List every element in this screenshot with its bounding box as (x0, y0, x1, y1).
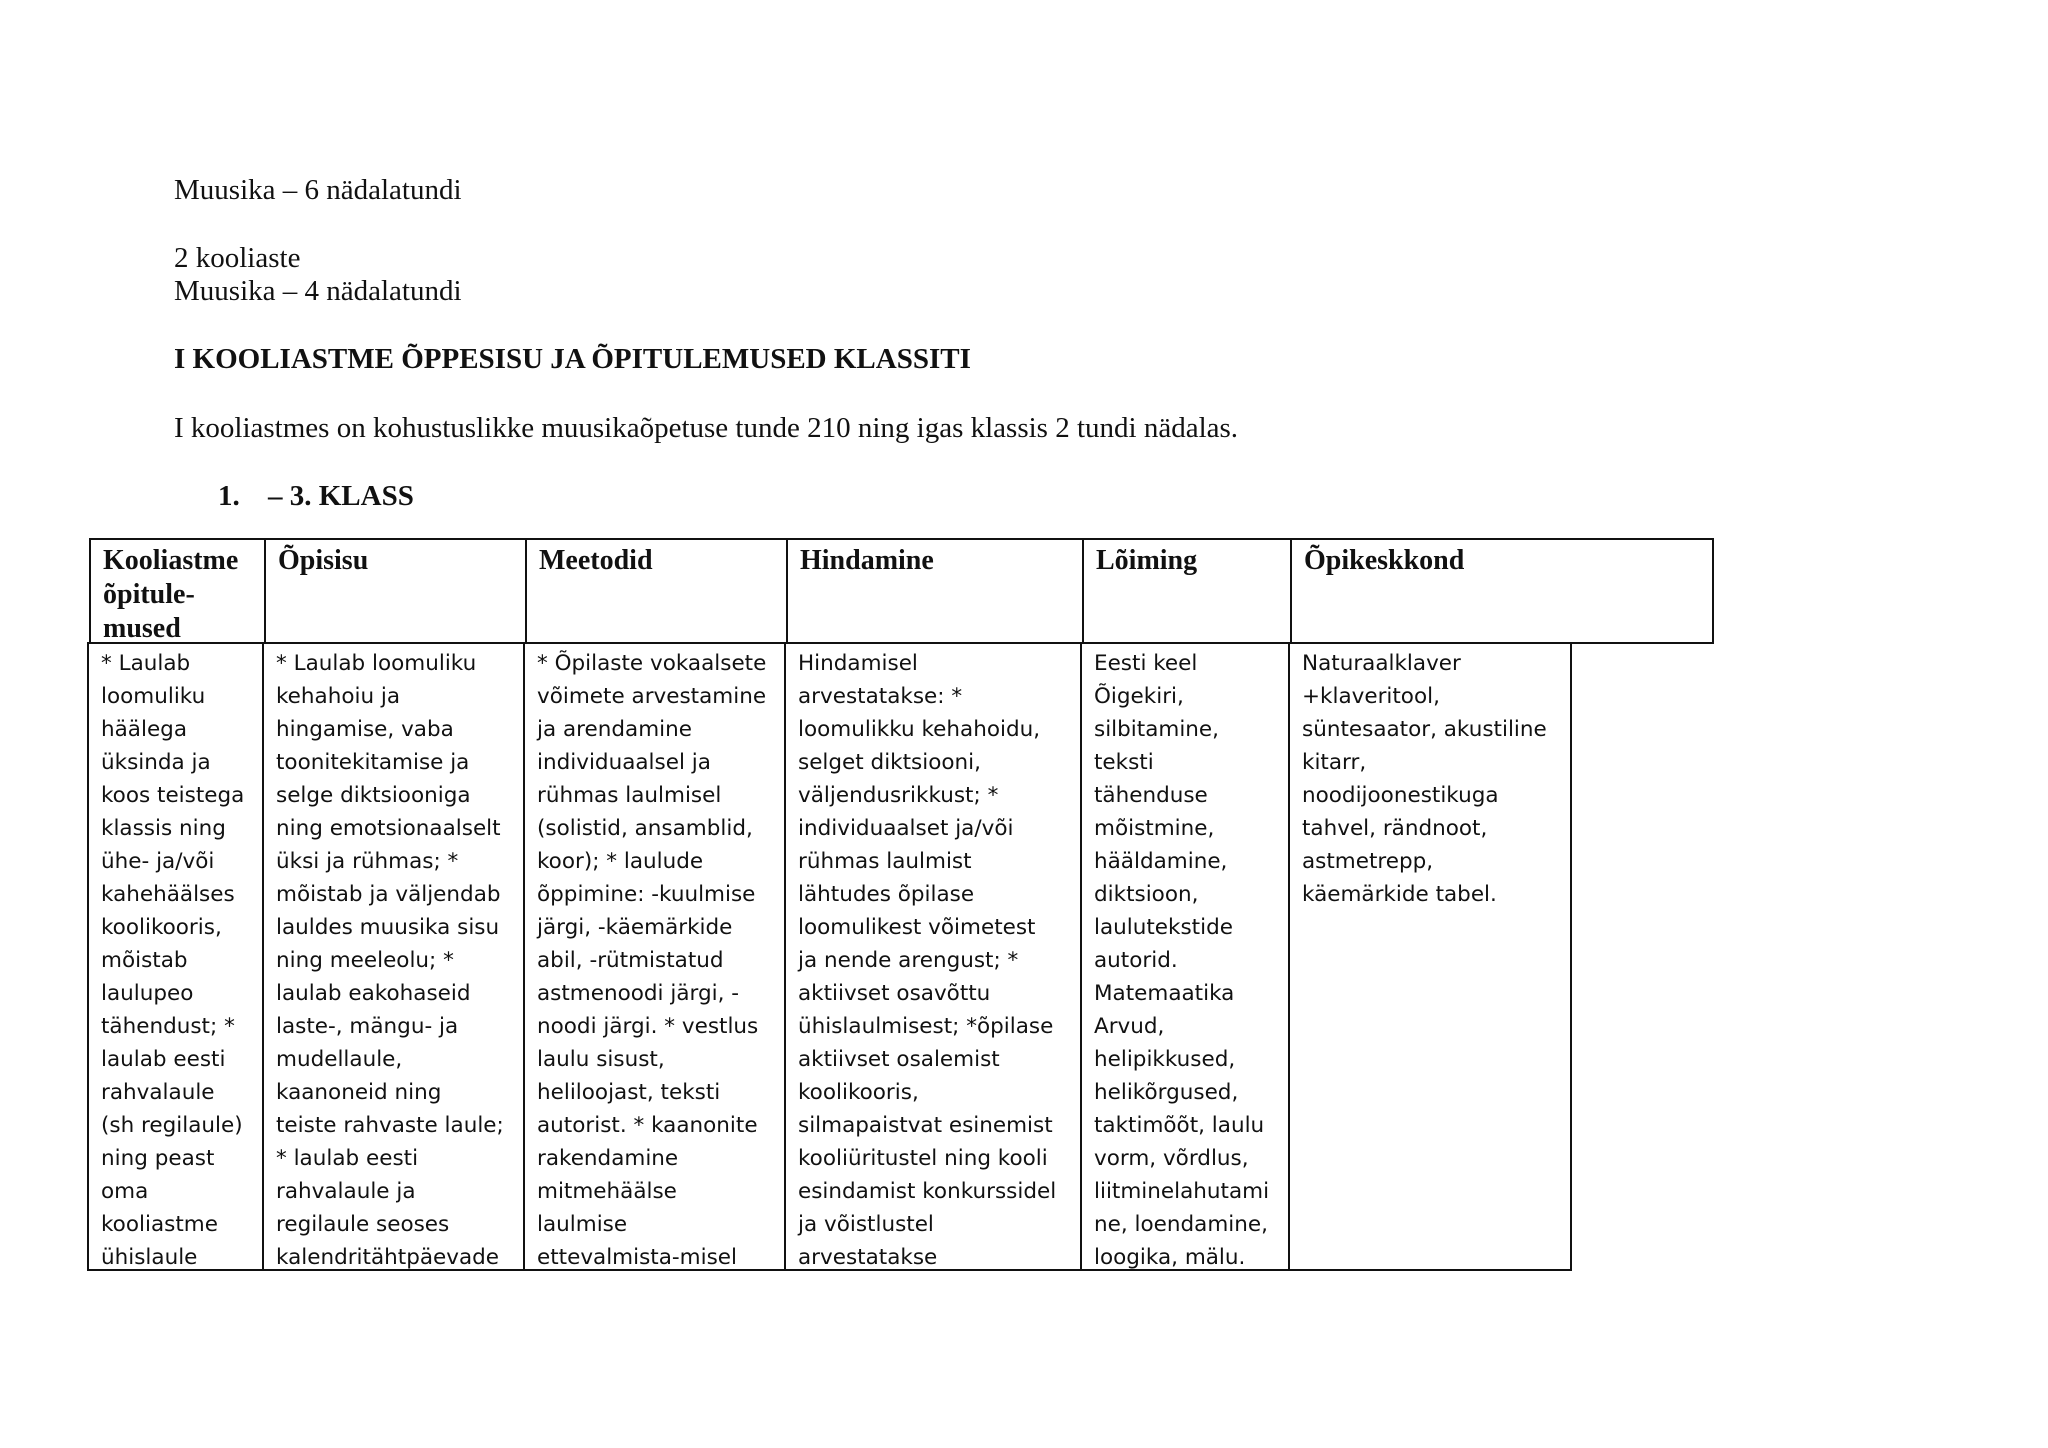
cell-line: (sh regilaule) (101, 1113, 243, 1138)
cell-line: laulab eakohaseid (276, 981, 471, 1006)
cell-line: arvestatakse (798, 1245, 938, 1269)
table-header-row (89, 538, 1714, 644)
cell-line: võimete arvestamine (537, 684, 767, 709)
cell-line: ühislaulmisest; *õpilase (798, 1014, 1054, 1039)
weekly-hours-line-2: Muusika – 4 nädalatundi (174, 275, 462, 307)
cell-line: loomulikku kehahoidu, (798, 717, 1041, 742)
cell-line: käemärkide tabel. (1302, 882, 1497, 907)
cell-line: Arvud, (1094, 1014, 1165, 1039)
cell-line: regilaule seoses (276, 1212, 450, 1237)
cell-line: üksinda ja (101, 750, 211, 775)
cell-line: * Õpilaste vokaalsete (537, 651, 767, 676)
cell-line: ja võistlustel (798, 1212, 934, 1237)
cell-line: ning peast (101, 1146, 215, 1171)
cell-line: õppimine: -kuulmise (537, 882, 756, 907)
cell-line: selget diktsiooni, (798, 750, 981, 775)
cell-line: +klaveritool, (1302, 684, 1440, 709)
cell-line: hingamise, vaba (276, 717, 454, 742)
cell-line: * Laulab loomuliku (276, 651, 477, 676)
cell-line: Õigekiri, (1094, 684, 1184, 709)
cell-line: koos teistega (101, 783, 245, 808)
cell-line: individuaalsel ja (537, 750, 711, 775)
intro-paragraph: I kooliastmes on kohustuslikke muusikaõpetuse tunde 210 ning igas klassis 2 tundi nädalas. (174, 412, 1239, 444)
header-hindamine: Hindamine (788, 540, 1084, 642)
cell-line: tähendust; * (101, 1014, 235, 1039)
cell-line: helikõrgused, (1094, 1080, 1239, 1105)
cell-opisisu (264, 644, 525, 1269)
cell-line: autorist. * kaanonite (537, 1113, 758, 1138)
cell-line: ning emotsionaalselt (276, 816, 501, 841)
cell-line: oma (101, 1179, 149, 1204)
cell-line: laulutekstide (1094, 915, 1233, 940)
cell-line: teiste rahvaste laule; (276, 1113, 504, 1138)
class-heading-text: – 3. KLASS (268, 480, 414, 512)
cell-line: koor); * laulude (537, 849, 704, 874)
cell-line: individuaalset ja/või (798, 816, 1014, 841)
cell-line: laulab eesti (101, 1047, 226, 1072)
cell-line: vorm, võrdlus, (1094, 1146, 1249, 1171)
class-heading-number: 1. (218, 480, 240, 512)
cell-line: heliloojast, teksti (537, 1080, 721, 1105)
cell-line: esindamist konkurssidel (798, 1179, 1057, 1204)
cell-line: kooliastme (101, 1212, 218, 1237)
cell-line: ühislaule (101, 1245, 198, 1269)
cell-line: * Laulab (101, 651, 191, 676)
cell-line: häälega (101, 717, 187, 742)
cell-line: kalendritähtpäevade (276, 1245, 500, 1269)
cell-line: ne, loendamine, (1094, 1212, 1268, 1237)
header-meetodid: Meetodid (527, 540, 788, 642)
header-opikeskkond: Õpikeskkond (1304, 545, 1465, 576)
cell-line: selge diktsiooniga (276, 783, 471, 808)
cell-line: süntesaator, akustiline (1302, 717, 1547, 742)
cell-line: loomuliku (101, 684, 206, 709)
cell-line: aktiivset osalemist (798, 1047, 1000, 1072)
cell-line: üksi ja rühmas; * (276, 849, 459, 874)
cell-line: tähenduse (1094, 783, 1208, 808)
cell-line: loogika, mälu. (1094, 1245, 1246, 1269)
cell-line: ning meeleolu; * (276, 948, 454, 973)
cell-line: rühmas laulmisel (537, 783, 722, 808)
header-kooliastme: Kooliastme õpitule- mused (91, 540, 266, 642)
cell-line: astmenoodi järgi, - (537, 981, 740, 1006)
cell-line: tahvel, rändnoot, (1302, 816, 1488, 841)
cell-line: väljendusrikkust; * (798, 783, 999, 808)
cell-line: kooliüritustel ning kooli (798, 1146, 1048, 1171)
cell-line: diktsioon, (1094, 882, 1199, 907)
cell-line: arvestatakse: * (798, 684, 963, 709)
header-opisisu: Õpisisu (266, 540, 527, 642)
cell-hindamine (786, 644, 1082, 1269)
cell-line: laste-, mängu- ja (276, 1014, 459, 1039)
table-body-row (87, 642, 1572, 1271)
cell-line: aktiivset osavõttu (798, 981, 991, 1006)
cell-line: lähtudes õpilase (798, 882, 975, 907)
cell-line: laulu sisust, (537, 1047, 665, 1072)
cell-line: helipikkused, (1094, 1047, 1236, 1072)
cell-line: mõistmine, (1094, 816, 1215, 841)
cell-line: Hindamisel (798, 651, 918, 676)
cell-line: lauldes muusika sisu (276, 915, 500, 940)
cell-loiming (1082, 644, 1290, 1269)
cell-line: Naturaalklaver (1302, 651, 1461, 676)
school-stage-line: 2 kooliaste (174, 242, 301, 274)
cell-meetodid (525, 644, 786, 1269)
weekly-hours-line-1: Muusika – 6 nädalatundi (174, 174, 462, 206)
cell-line: koolikooris, (101, 915, 222, 940)
cell-line: kehahoiu ja (276, 684, 401, 709)
cell-line: (solistid, ansamblid, (537, 816, 753, 841)
cell-line: teksti (1094, 750, 1154, 775)
cell-line: rahvalaule (101, 1080, 215, 1105)
cell-line: silmapaistvat esinemist (798, 1113, 1053, 1138)
cell-line: ühe- ja/või (101, 849, 215, 874)
cell-line: silbitamine, (1094, 717, 1219, 742)
class-heading (218, 479, 414, 513)
cell-line: järgi, -käemärkide (537, 915, 733, 940)
cell-line: ja arendamine (537, 717, 692, 742)
cell-line: toonitekitamise ja (276, 750, 470, 775)
section-title: I KOOLIASTME ÕPPESISU JA ÕPITULEMUSED KLASSITI (174, 343, 971, 375)
cell-line: hääldamine, (1094, 849, 1228, 874)
cell-line: Matemaatika (1094, 981, 1235, 1006)
cell-line: * laulab eesti (276, 1146, 419, 1171)
cell-line: laulmise (537, 1212, 628, 1237)
cell-line: kaanoneid ning (276, 1080, 442, 1105)
cell-line: astmetrepp, (1302, 849, 1434, 874)
cell-line: abil, -rütmistatud (537, 948, 724, 973)
cell-line: loomulikest võimetest (798, 915, 1036, 940)
cell-line: rühmas laulmist (798, 849, 972, 874)
cell-opikeskkond (1290, 644, 1570, 1269)
cell-line: kahehäälses (101, 882, 235, 907)
cell-line: koolikooris, (798, 1080, 919, 1105)
cell-kooliastme (89, 644, 264, 1269)
cell-line: liitminelahutami (1094, 1179, 1270, 1204)
cell-line: mudellaule, (276, 1047, 403, 1072)
cell-line: rahvalaule ja (276, 1179, 416, 1204)
cell-line: noodi järgi. * vestlus (537, 1014, 759, 1039)
cell-line: mõistab (101, 948, 188, 973)
cell-line: taktimõõt, laulu (1094, 1113, 1265, 1138)
cell-line: autorid. (1094, 948, 1178, 973)
header-loiming: Lõiming (1084, 540, 1292, 642)
cell-line: noodijoonestikuga (1302, 783, 1499, 808)
cell-line: mitmehäälse (537, 1179, 677, 1204)
cell-line: klassis ning (101, 816, 226, 841)
cell-line: mõistab ja väljendab (276, 882, 501, 907)
cell-line: rakendamine (537, 1146, 679, 1171)
cell-line: ja nende arengust; * (798, 948, 1019, 973)
cell-line: laulupeo (101, 981, 194, 1006)
cell-line: Eesti keel (1094, 651, 1198, 676)
cell-line: ettevalmista-misel (537, 1245, 737, 1269)
cell-line: kitarr, (1302, 750, 1367, 775)
